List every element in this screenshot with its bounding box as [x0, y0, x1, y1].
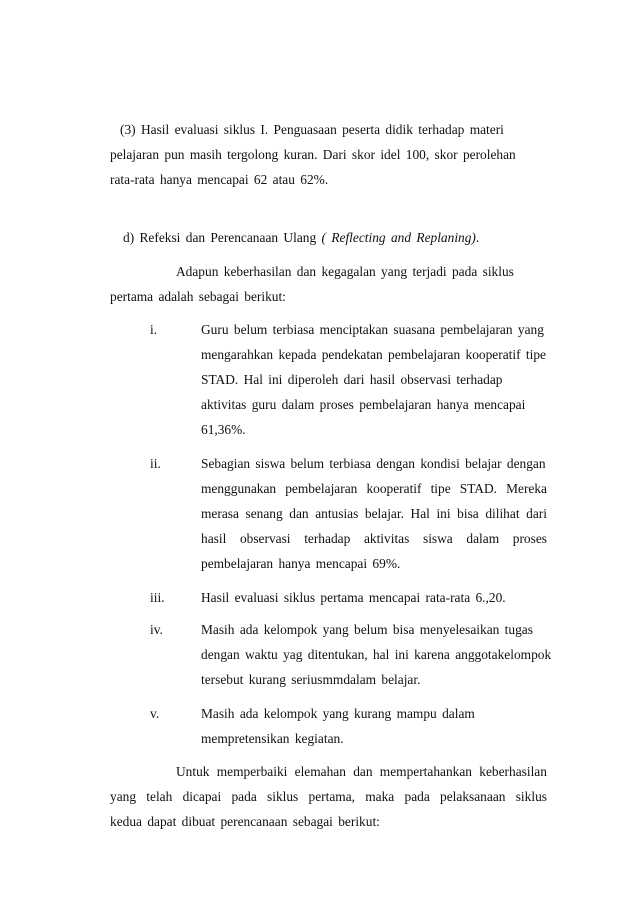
section-heading-d — [123, 230, 479, 246]
word: dalam — [466, 531, 500, 546]
list-item-line-justified — [201, 531, 547, 547]
word: hasil — [201, 531, 227, 546]
list-item-line: Guru belum terbiasa menciptakan suasana pembelajaran yang — [201, 322, 544, 337]
word: dicapai — [182, 789, 222, 804]
list-item-line: mempretensikan kegiatan. — [201, 731, 344, 746]
word: siklus — [267, 789, 299, 804]
word: senang — [245, 506, 283, 521]
word: proses — [512, 531, 547, 546]
word: telah — [146, 789, 173, 804]
list-item-line: Hasil evaluasi siklus pertama mencapai rata-rata 6.,20. — [201, 590, 506, 605]
word: aktivitas — [363, 531, 410, 546]
para3-line3: rata-rata hanya mencapai 62 atau 62%. — [110, 172, 329, 187]
word: dan — [289, 506, 309, 521]
list-item-line: pembelajaran hanya mencapai 69%. — [201, 556, 401, 571]
list-item-line: Sebagian siswa belum terbiasa dengan kondisi belajar dengan — [201, 456, 546, 471]
list-item-number: i. — [150, 322, 158, 337]
word: pada — [404, 789, 430, 804]
list-item-line: 61,36%. — [201, 422, 246, 437]
list-item-line: Masih ada kelompok yang kurang mampu dalam — [201, 706, 475, 721]
word: siklus — [515, 789, 547, 804]
word: antusias — [315, 506, 359, 521]
word: pertama, — [308, 789, 355, 804]
word: terhadap — [304, 531, 351, 546]
word: belajar. — [364, 506, 404, 521]
word: yang — [110, 789, 137, 804]
word: kooperatif — [366, 481, 422, 496]
closing-line1 — [176, 764, 547, 780]
intro-line2: pertama adalah sebagai berikut: — [110, 289, 286, 304]
word: maka — [365, 789, 395, 804]
word: dari — [526, 506, 547, 521]
list-item-number: ii. — [150, 456, 161, 471]
word: Hal — [410, 506, 430, 521]
list-item-line: tersebut kurang seriusmmdalam belajar. — [201, 672, 421, 687]
word: menggunakan — [201, 481, 277, 496]
word: memperbaiki — [216, 764, 288, 779]
heading-d-suffix: . — [475, 230, 480, 245]
list-item-line: dengan waktu yag ditentukan, hal ini karena anggotakelompok — [201, 647, 552, 662]
word: ini — [436, 506, 451, 521]
word: dan — [353, 764, 373, 779]
list-item-number: v. — [150, 706, 160, 721]
word: keberhasilan — [479, 764, 547, 779]
list-item-number: iv. — [150, 622, 163, 637]
word: pelaksanaan — [440, 789, 506, 804]
word: elemahan — [294, 764, 346, 779]
word: observasi — [239, 531, 291, 546]
word: Mereka — [506, 481, 547, 496]
word: pada — [231, 789, 257, 804]
closing-line2 — [110, 789, 547, 805]
word: STAD. — [459, 481, 497, 496]
closing-line3: kedua dapat dibuat perencanaan sebagai berikut: — [110, 814, 380, 829]
word: siswa — [422, 531, 453, 546]
list-item-line: Masih ada kelompok yang belum bisa menyelesaikan tugas — [201, 622, 533, 637]
heading-d-prefix: d) Refeksi dan Perencanaan Ulang — [123, 230, 322, 245]
word: tipe — [430, 481, 451, 496]
list-item-line-justified — [201, 481, 547, 497]
para3-line2: pelajaran pun masih tergolong kuran. Dari skor idel 100, skor perolehan — [110, 147, 516, 162]
list-item-line: STAD. Hal ini diperoleh dari hasil observasi terhadap — [201, 372, 503, 387]
intro-line1: Adapun keberhasilan dan kegagalan yang terjadi pada siklus — [176, 264, 514, 279]
para3-line1: (3) Hasil evaluasi siklus I. Penguasaan peserta didik terhadap materi — [120, 122, 504, 137]
word: bisa — [457, 506, 479, 521]
list-item-line: aktivitas guru dalam proses pembelajaran hanya mencapai — [201, 397, 526, 412]
word: Untuk — [176, 764, 210, 779]
word: dilihat — [485, 506, 520, 521]
list-item-line-justified — [201, 506, 547, 522]
word: merasa — [201, 506, 239, 521]
word: pembelajaran — [285, 481, 358, 496]
list-item-number: iii. — [150, 590, 165, 605]
word: mempertahankan — [379, 764, 473, 779]
list-item-line: mengarahkan kepada pendekatan pembelajaran kooperatif tipe — [201, 347, 546, 362]
heading-d-italic: ( Reflecting and Replaning) — [321, 230, 476, 245]
